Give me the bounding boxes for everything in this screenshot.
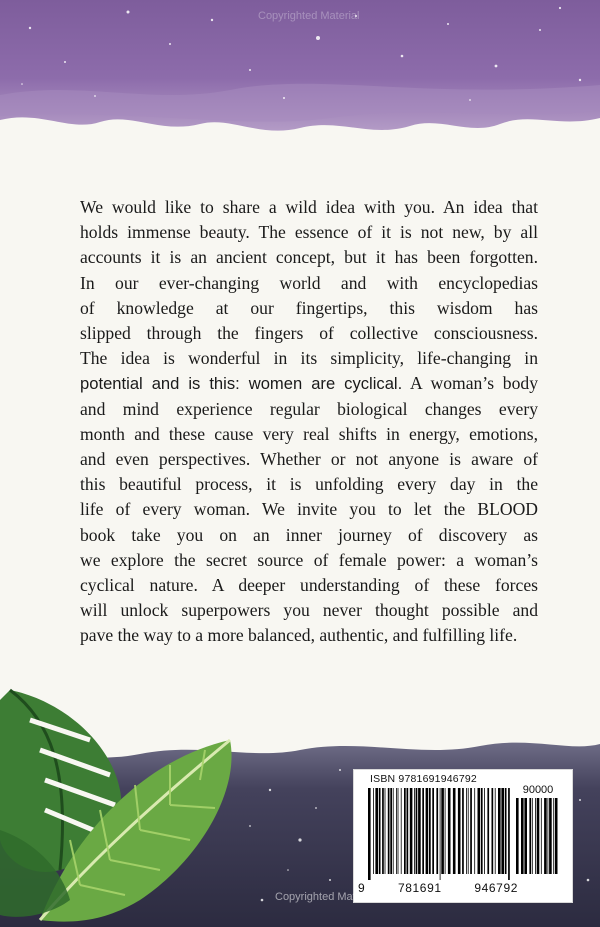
barcode-bar	[492, 788, 494, 874]
barcode-bar	[487, 788, 489, 874]
barcode-bar	[396, 788, 397, 874]
barcode-bar	[453, 788, 456, 874]
blurb-line: life of every woman. We invite you to let the BLOOD	[80, 499, 538, 520]
barcode-bar	[410, 788, 413, 874]
barcode-bar	[516, 798, 519, 874]
barcode-bar	[501, 788, 504, 874]
barcode-bar	[553, 798, 554, 874]
barcode-bar	[478, 788, 481, 874]
barcode-bar	[398, 788, 399, 874]
barcode-bar	[481, 788, 483, 874]
barcode-digit-group: 9	[358, 881, 366, 895]
barcode-bar	[375, 788, 378, 874]
barcode-bar	[440, 788, 441, 880]
blurb-line: we explore the secret source of female power: a woman’s	[80, 549, 538, 570]
top-watermark: Copyrighted Material	[258, 10, 360, 22]
blurb-line: We would like to share a wild idea with you. An idea that	[80, 197, 538, 217]
blurb-line: holds immense beauty. The essence of it is not new, by all	[80, 222, 538, 243]
barcode-bar	[532, 798, 533, 874]
barcode-bar	[407, 788, 409, 874]
barcode-bar	[401, 788, 402, 874]
barcode-bar	[385, 788, 386, 874]
isbn-label: ISBN 9781691946792	[370, 773, 477, 785]
blurb-line-tail: A woman’s body	[402, 373, 538, 394]
barcode-bar	[458, 788, 461, 874]
blurb-line: this beautiful process, it is unfolding every day in the	[80, 474, 538, 495]
barcode-bar	[414, 788, 415, 874]
blurb-line: and even perspectives. Whether or not anyone is aware of	[80, 449, 538, 470]
barcode-bar	[382, 788, 384, 874]
blurb-line: month and these cause very real shifts in energy, emotions,	[80, 423, 538, 444]
barcode-bar	[548, 798, 549, 874]
barcode-bar	[508, 788, 510, 880]
barcode-bar	[555, 798, 558, 874]
barcode-bar	[535, 798, 536, 874]
monstera-leaves-illustration	[0, 680, 250, 927]
blurb-line: will unlock superpowers you never thought possible and	[80, 600, 538, 621]
barcode-addon-bars	[516, 798, 560, 880]
barcode-bar	[426, 788, 429, 874]
barcode-bar	[368, 788, 371, 880]
barcode-digit-group: 946792	[474, 881, 518, 895]
barcode-bar	[422, 788, 424, 874]
blurb-line: slipped through the fingers of collective consciousness.	[80, 323, 538, 344]
barcode-bar	[470, 788, 472, 874]
barcode-bar	[468, 788, 469, 874]
barcode-bar	[436, 788, 438, 874]
barcode-bar	[416, 788, 418, 874]
top-watercolor-band	[0, 0, 600, 150]
barcode-bar	[505, 788, 507, 874]
barcode-bar	[484, 788, 485, 874]
barcode-bar	[498, 788, 501, 874]
barcode-bar	[445, 788, 446, 874]
barcode-addon-digits: 90000	[522, 784, 554, 796]
barcode-bar	[544, 798, 547, 874]
back-cover-blurb	[80, 195, 538, 649]
barcode-bar	[495, 788, 496, 874]
barcode-bar	[466, 788, 467, 874]
barcode-bar	[524, 798, 527, 874]
barcode-bar	[418, 788, 421, 874]
blurb-line	[80, 371, 538, 396]
barcode-bar	[549, 798, 552, 874]
barcode-bar	[379, 788, 381, 874]
barcode-bar	[390, 788, 392, 874]
barcode-bar	[521, 798, 524, 874]
barcode-bar	[393, 788, 394, 874]
barcode-bar	[541, 798, 542, 874]
blurb-line: book take you on an inner journey of discovery as	[80, 524, 538, 545]
barcode-digits	[358, 881, 518, 895]
barcode-bar	[429, 788, 431, 874]
blurb-highlight: potential and is this: women are cyclical.	[80, 374, 403, 394]
barcode-digit-group: 781691	[397, 881, 442, 895]
blurb-line: In our ever-changing world and with encyclopedias	[80, 272, 538, 293]
barcode-bar	[474, 788, 475, 874]
barcode-bar	[462, 788, 464, 874]
isbn-barcode	[353, 769, 573, 903]
blurb-line: pave the way to a more balanced, authentic, and fulfilling life.	[80, 625, 518, 646]
blurb-line: of knowledge at our fingertips, this wisdom has	[80, 297, 538, 318]
barcode-bar	[448, 788, 451, 874]
barcode-bar	[529, 798, 531, 874]
barcode-bar	[537, 798, 540, 874]
barcode-bar	[373, 788, 374, 874]
blurb-line: and mind experience regular biological changes every	[80, 398, 538, 419]
blurb-line: cyclical nature. A deeper understanding of these forces	[80, 575, 538, 596]
barcode-bars	[368, 788, 510, 880]
barcode-bar	[441, 788, 444, 874]
barcode-bar	[388, 788, 390, 874]
blurb-line: The idea is wonderful in its simplicity, life-changing in	[80, 348, 538, 369]
copyright-watermark: Copyrighted Material	[275, 891, 377, 903]
blurb-line: accounts it is an ancient concept, but it has been forgotten.	[80, 247, 538, 268]
barcode-bar	[404, 788, 406, 874]
barcode-bar	[432, 788, 434, 874]
